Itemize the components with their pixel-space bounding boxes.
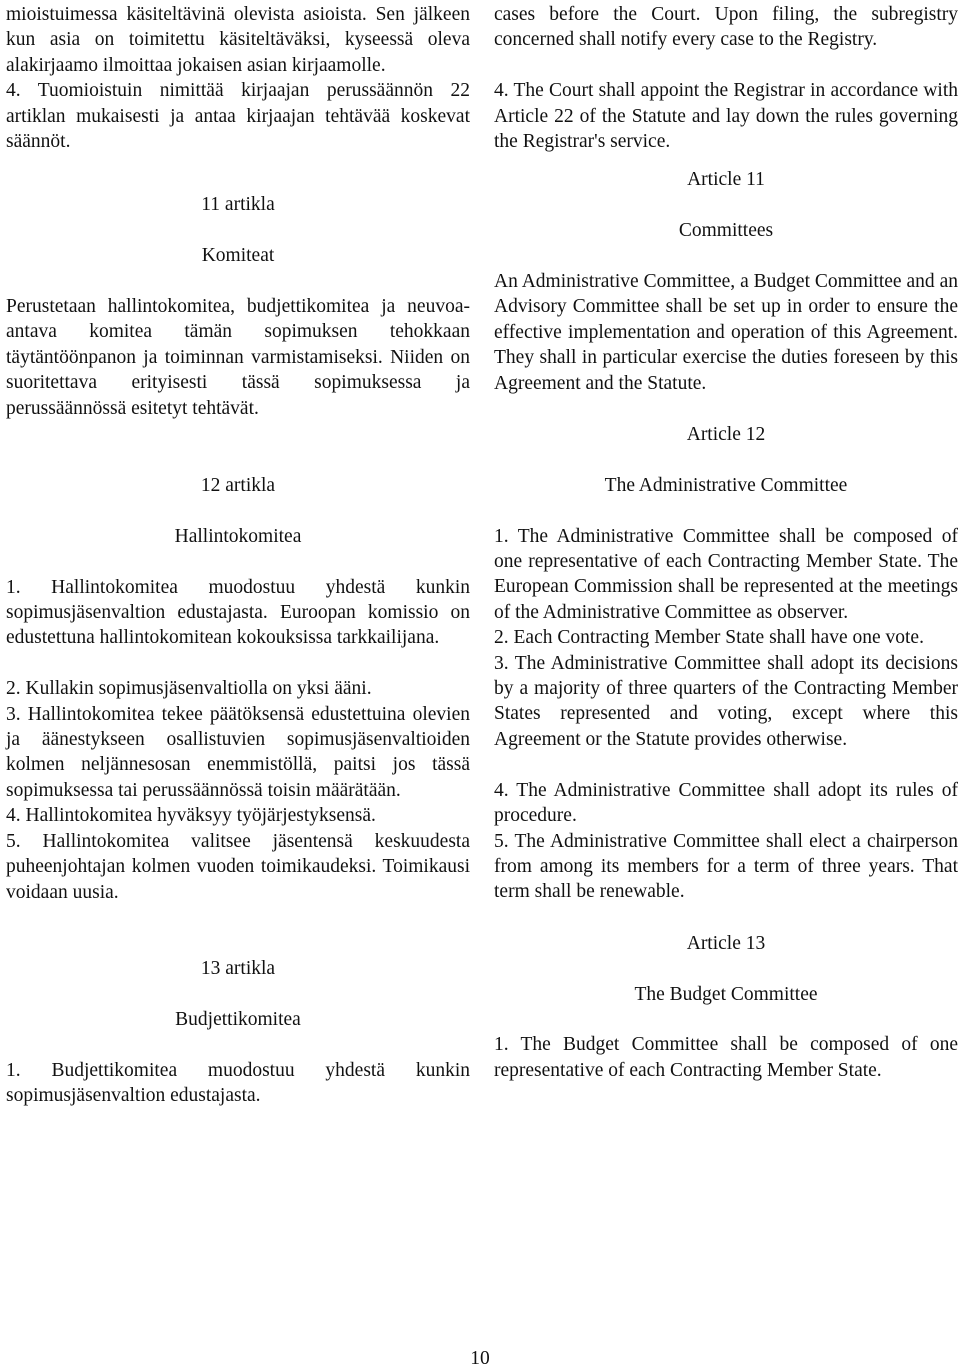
en-article-13-subheading: The Budget Committee [634,983,818,1005]
fi-article-12-p2: 2. Kullakin sopimusjäsenvaltiolla on yksi ääni. [6,678,372,700]
fi-article-12-p4: 4. Hallintokomitea hyväksyy työjärjestyksensä. [6,805,376,827]
finnish-column [6,2,470,1108]
en-article-12-p3: 3. The Administrative Committee shall adopt its decisions by a majority of three quarters of the Contracting Member States represented and voting, except where this Agreement or the Statute provides otherwise. [494,652,958,750]
en-article-11-body: An Administrative Committee, a Budget Committee and an Advisory Committee shall be set up in order to ensure the effective implementation and operation of this Agreement. They shall in particular exercise the duties foreseen by this Agreement and the Statute. [494,271,958,394]
fi-article-12-subheading: Hallintokomitea [174,525,302,547]
fi-article-13-heading: 13 artikla [200,957,276,979]
fi-article-13-subheading: Budjettikomitea [175,1008,301,1030]
en-top-paragraph-2: 4. The Court shall appoint the Registrar in accordance with Article 22 of the Statute and lay down the rules governing the Registrar's service. [494,80,958,153]
fi-article-13-p1: 1. Budjettikomitea muodostuu yhdestä kunkin sopimusjäsenvaltion edustajasta. [6,1059,470,1106]
en-article-12-p1: 1. The Administrative Committee shall be composed of one representative of each Contracting Member State. The European Commission shall be represented at the meetings of the Administrative Committee as observer. [494,525,958,623]
en-article-11-subheading: Committees [678,220,774,242]
fi-article-11-subheading: Komiteat [201,245,275,267]
en-article-11-heading: Article 11 [687,169,765,191]
fi-article-11-body: Perustetaan hallintokomitea, budjettikomitea ja neuvoa-antava komitea tämän sopimuksen tehokkaan täytäntöönpanon ja toiminnan varmistamiseksi. Niiden on suoritettava erityisesti tässä sopimuksessa ja perussäännössä esitetyt tehtävät. [6,296,470,419]
fi-article-12-p1: 1. Hallintokomitea muodostuu yhdestä kunkin sopimusjäsenvaltion edustajasta. Euroopan komissio on edustettuna hallintokomitean kokouksissa tarkkailijana. [6,576,470,649]
en-article-12-p2: 2. Each Contracting Member State shall have one vote. [494,627,924,649]
en-top-paragraph: cases before the Court. Upon filing, the subregistry concerned shall notify every case to the Registry. [494,4,958,51]
english-column [494,2,958,1083]
en-article-12-subheading: The Administrative Committee [604,474,848,496]
en-article-12-p5: 5. The Administrative Committee shall elect a chairperson from among its members for a term of three years. That term shall be renewable. [494,830,958,903]
page-number: 10 [470,1348,490,1369]
fi-article-12-p3: 3. Hallintokomitea tekee päätöksensä edustettuina olevien ja äänestykseen osallistuvien sopimusjäsenvaltioiden kolmen neljännesosan enemmistöllä, paitsi jos tässä sopimuksessa tai perussäännössä toisin määrätään. [6,703,470,801]
en-article-13-heading: Article 13 [686,932,766,954]
fi-top-paragraph: mioistuimessa käsiteltävinä olevista asioista. Sen jälkeen kun asia on toimitettu käsiteltäväksi, kyseessä oleva alakirjaamo ilmoittaa jokaisen asian kirjaamolle. [6,4,470,76]
fi-article-12-heading: 12 artikla [200,475,276,497]
fi-article-11-heading: 11 artikla [201,194,275,216]
en-article-12-p4: 4. The Administrative Committee shall adopt its rules of procedure. [494,779,958,827]
fi-article-12-p5: 5. Hallintokomitea valitsee jäsentensä keskuudesta puheenjohtajan kolmen vuoden toimikaudeksi. Toimikausi voidaan uusia. [6,830,470,903]
en-article-13-p1: 1. The Budget Committee shall be composed of one representative of each Contracting Member State. [494,1034,958,1081]
fi-top-paragraph-2: 4. Tuomioistuin nimittää kirjaajan perussäännön 22 artiklan mukaisesti ja antaa kirjaajan tehtävää koskevat säännöt. [6,80,470,153]
en-article-12-heading: Article 12 [686,424,766,446]
